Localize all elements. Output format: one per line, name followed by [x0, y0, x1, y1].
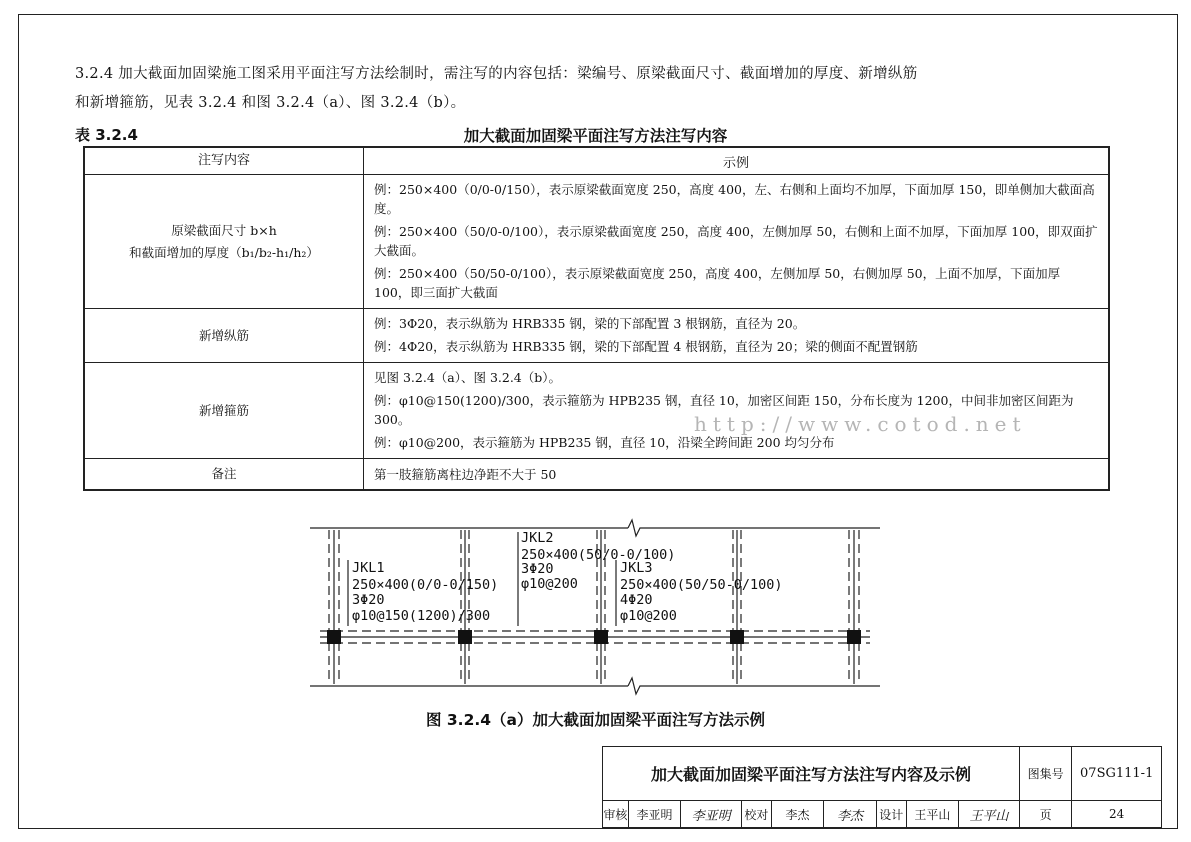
row-label-longitudinal: 新增纵筋 [84, 309, 364, 363]
jkl3-size: 250×400(50/50-0/100) [620, 577, 783, 593]
row-label-section [84, 175, 364, 309]
jkl3-name: JKL3 [620, 560, 653, 576]
watermark: http://www.cotod.net [694, 412, 1027, 436]
check-label: 校对 [741, 801, 771, 828]
row-label-remark: 备注 [84, 459, 364, 491]
reviewer-name: 李亚明 [628, 801, 681, 828]
column [458, 630, 472, 644]
example-text: 例：φ10@200，表示箍筋为 HPB235 钢，直径 10，沿梁全跨间距 200 均匀分布 [374, 435, 835, 450]
title-block [602, 746, 1162, 828]
jkl2-name: JKL2 [521, 530, 554, 546]
design-label: 设计 [876, 801, 906, 828]
break-symbol-bottom [628, 678, 644, 694]
header-example: 示例 [364, 147, 1110, 175]
figure-caption: 图 3.2.4（a）加大截面加固梁平面注写方法示例 [426, 711, 765, 729]
intro-line-1: 3.2.4 加大截面加固梁施工图采用平面注写方法绘制时，需注写的内容包括：梁编号、原梁截面尺寸、截面增加的厚度、新增纵筋 [75, 66, 918, 82]
table-row [84, 459, 1109, 491]
example-text: 例：250×400（0/0-0/150），表示原梁截面宽度 250，高度 400，左、右侧和上面均不加厚，下面加厚 150，即单侧加大截面高度。 [374, 182, 1095, 216]
jkl3-bars: 4Φ20 [620, 592, 653, 608]
jkl2-stirrup: φ10@200 [521, 576, 578, 592]
reviewer-signature: 李亚明 [681, 801, 742, 828]
break-symbol-top [628, 520, 644, 536]
table-number: 表 3.2.4 [75, 126, 138, 144]
table-row [84, 175, 1109, 309]
column [730, 630, 744, 644]
intro-line-2: 和新增箍筋，见表 3.2.4 和图 3.2.4（a）、图 3.2.4（b）。 [75, 95, 466, 111]
example-text: 例：250×400（50/0-0/100），表示原梁截面宽度 250，高度 400，左侧加厚 50，右侧和上面不加厚，下面加厚 100，即双面扩大截面。 [374, 224, 1098, 258]
review-label: 审核 [603, 801, 629, 828]
example-text: 例：3Φ20，表示纵筋为 HRB335 钢，梁的下部配置 3 根钢筋，直径为 20。 [374, 316, 806, 331]
jkl2-size: 250×400(50/0-0/100) [521, 547, 676, 563]
annotation-table [83, 146, 1110, 491]
atlas-number: 07SG111-1 [1072, 747, 1162, 801]
jkl3-stirrup: φ10@200 [620, 608, 677, 624]
column [847, 630, 861, 644]
jkl2-bars: 3Φ20 [521, 561, 554, 577]
example-text: 例：φ10@150(1200)/300，表示箍筋为 HPB235 钢，直径 10，加密区间距 150，分布长度为 1200，中间非加密区间距为 300。 [374, 393, 1074, 427]
jkl1-stirrup: φ10@150(1200)/300 [352, 608, 491, 624]
row-examples-longitudinal [364, 309, 1110, 363]
designer-signature: 王平山 [959, 801, 1020, 828]
row-examples-stirrup [364, 363, 1110, 459]
checker-signature: 李杰 [824, 801, 877, 828]
jkl1-bars: 3Φ20 [352, 592, 385, 608]
example-text: 例：250×400（50/50-0/100），表示原梁截面宽度 250，高度 400，左侧加厚 50，右侧加厚 50，上面不加厚，下面加厚 100，即三面扩大截面 [374, 266, 1061, 300]
row-label-line-1: 原梁截面尺寸 b×h [171, 222, 277, 238]
designer-name: 王平山 [906, 801, 959, 828]
jkl1-size: 250×400(0/0-0/150) [352, 577, 499, 593]
table-row [84, 309, 1109, 363]
row-label-line-2: 和截面增加的厚度（b₁/b₂-h₁/h₂） [129, 244, 319, 260]
table-header-row [84, 147, 1109, 175]
atlas-label: 图集号 [1019, 747, 1072, 801]
row-example-remark: 第一肢箍筋离柱边净距不大于 50 [364, 459, 1110, 491]
example-text: 例：4Φ20，表示纵筋为 HRB335 钢，梁的下部配置 4 根钢筋，直径为 20；梁的侧面不配置钢筋 [374, 339, 918, 354]
table-title: 加大截面加固梁平面注写方法注写内容 [463, 127, 728, 145]
beam-plan-figure [310, 518, 880, 696]
page-number: 24 [1072, 801, 1162, 828]
column [327, 630, 341, 644]
intro-paragraph [75, 60, 1155, 118]
row-examples-section [364, 175, 1110, 309]
drawing-title: 加大截面加固梁平面注写方法注写内容及示例 [603, 747, 1020, 801]
table-row [84, 363, 1109, 459]
example-text: 见图 3.2.4（a）、图 3.2.4（b）。 [374, 370, 562, 385]
jkl1-name: JKL1 [352, 560, 385, 576]
header-content: 注写内容 [84, 147, 364, 175]
row-label-stirrup: 新增箍筋 [84, 363, 364, 459]
column [594, 630, 608, 644]
page-label: 页 [1019, 801, 1072, 828]
checker-name: 李杰 [771, 801, 824, 828]
